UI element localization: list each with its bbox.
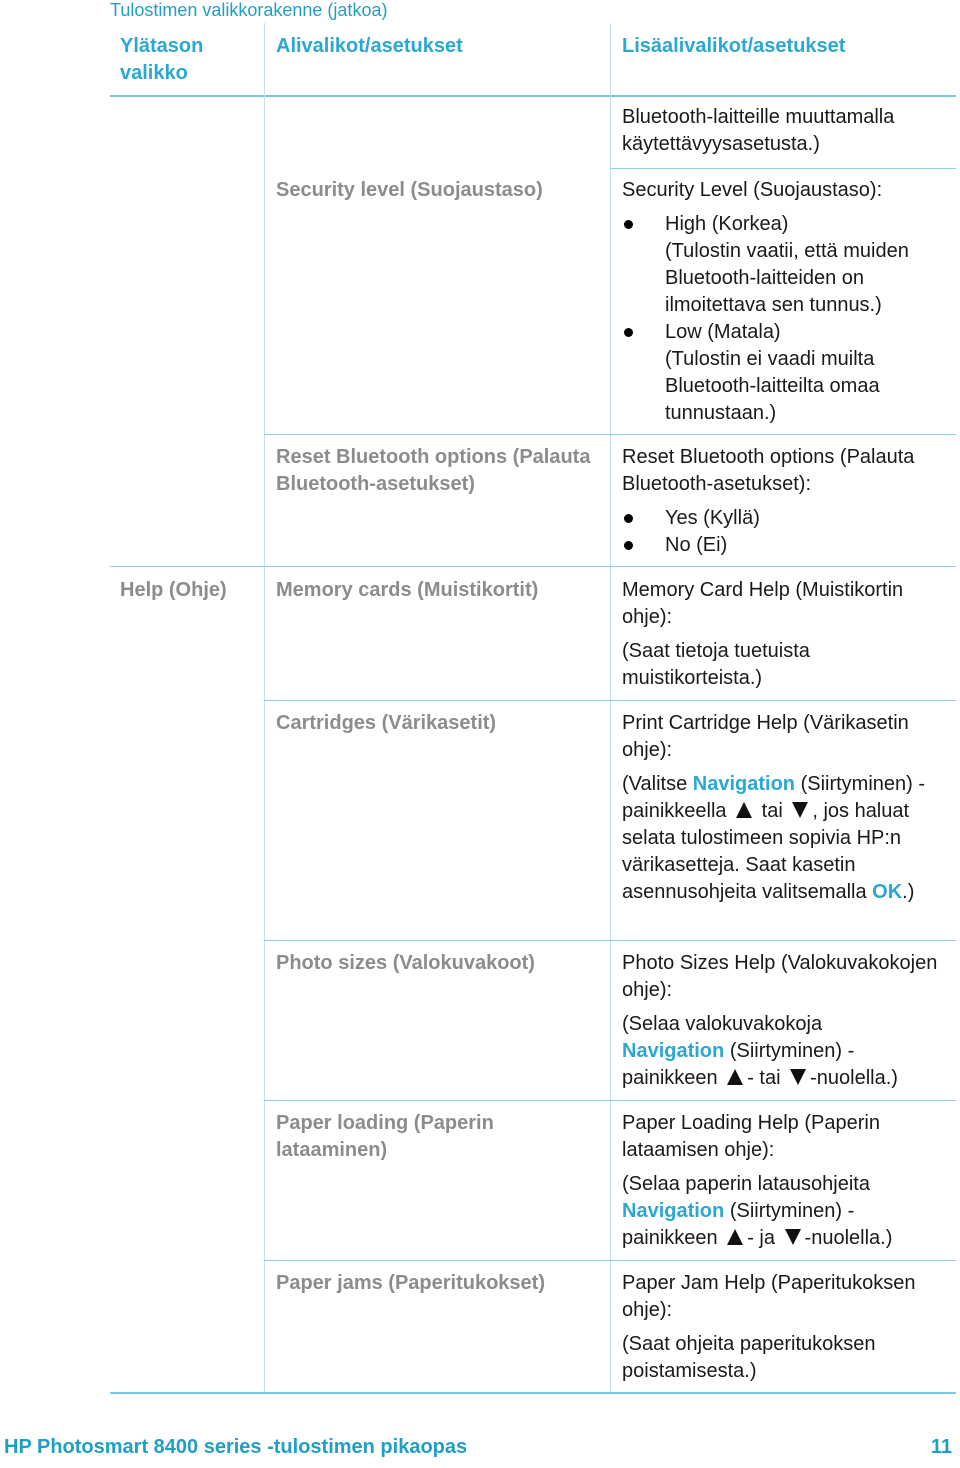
list-item: Yes (Kyllä)	[622, 505, 947, 532]
memory-help	[622, 577, 947, 692]
up-arrow-icon	[734, 800, 754, 820]
submenu-cartridges: Cartridges (Värikasetit)	[276, 712, 497, 734]
header-top-menu: Ylätason valikko	[120, 35, 204, 84]
submenu-memory-cards: Memory cards (Muistikortit)	[276, 579, 539, 601]
up-arrow-icon	[725, 1227, 745, 1247]
row-divider	[264, 940, 956, 941]
paper-loading-desc: (Selaa paperin latausohjeita Navigation (Siirtyminen) -painikkeen - ja -nuolella.)	[622, 1173, 893, 1249]
row-divider	[264, 1260, 956, 1261]
paper-jam-help	[622, 1270, 947, 1385]
down-arrow-icon	[783, 1227, 803, 1247]
footer-title: HP Photosmart 8400 series -tulostimen pikaopas	[4, 1436, 468, 1458]
list-item	[622, 319, 947, 427]
submenu-photo-sizes: Photo sizes (Valokuvakoot)	[276, 952, 535, 974]
low-label: Low (Matala)	[665, 321, 781, 343]
low-desc: (Tulostin ei vaadi muilta Bluetooth-laitteilta omaa tunnustaan.)	[665, 348, 880, 424]
paper-loading-help	[622, 1110, 947, 1252]
cartridge-help	[622, 710, 947, 906]
table-caption: Tulostimen valikkorakenne (jatkoa)	[110, 0, 388, 20]
navigation-button-label: Navigation	[692, 773, 796, 795]
paper-jam-desc: (Saat ohjeita paperitukoksen poistamisesta.)	[622, 1333, 876, 1382]
page-number: 11	[930, 1436, 952, 1458]
reset-options	[622, 444, 947, 559]
memory-title: Memory Card Help (Muistikortin ohje):	[622, 579, 904, 628]
paper-jam-title: Paper Jam Help (Paperitukoksen ohje):	[622, 1272, 916, 1321]
cartridge-desc: (Valitse Navigation (Siirtyminen) -painikkeella tai , jos haluat selata tulostimeen sopivia HP:n värikasetteja. Saat kasetin asennusohjeita valitsemalla OK.)	[622, 773, 926, 903]
column-divider	[264, 23, 265, 1393]
continued-text: Bluetooth-laitteille muuttamalla käytettävyysasetusta.)	[622, 106, 895, 155]
security-title: Security Level (Suojaustaso):	[622, 179, 883, 201]
submenu-paper-loading: Paper loading (Paperin lataaminen)	[276, 1112, 494, 1161]
navigation-button-label: Navigation	[622, 1200, 725, 1222]
reset-list	[622, 505, 947, 559]
paper-loading-title: Paper Loading Help (Paperin lataamisen ohje):	[622, 1112, 880, 1161]
security-list	[622, 211, 947, 427]
navigation-button-label: Navigation	[622, 1040, 725, 1062]
security-options	[622, 177, 947, 427]
submenu-paper-jams: Paper jams (Paperitukokset)	[276, 1272, 545, 1294]
header-additional: Lisäalivalikot/asetukset	[622, 35, 846, 57]
row-divider	[264, 700, 956, 701]
memory-desc: (Saat tietoja tuetuista muistikorteista.)	[622, 640, 810, 689]
column-divider	[610, 23, 611, 1393]
photo-title: Photo Sizes Help (Valokuvakokojen ohje):	[622, 952, 938, 1001]
submenu-reset-bluetooth: Reset Bluetooth options (Palauta Bluetooth-asetukset)	[276, 446, 591, 495]
top-menu-help: Help (Ohje)	[120, 579, 227, 601]
ok-button-label: OK	[872, 881, 903, 903]
row-divider	[264, 1100, 956, 1101]
cartridge-title: Print Cartridge Help (Värikasetin ohje):	[622, 712, 909, 761]
table-header-rule	[110, 95, 956, 97]
down-arrow-icon	[790, 800, 810, 820]
table-bottom-rule	[110, 1392, 956, 1394]
reset-title: Reset Bluetooth options (Palauta Bluetooth-asetukset):	[622, 446, 915, 495]
row-divider	[264, 434, 956, 435]
photo-help	[622, 950, 947, 1092]
row-divider	[110, 566, 956, 567]
high-desc: (Tulostin vaatii, että muiden Bluetooth-laitteiden on ilmoitettava sen tunnus.)	[665, 240, 909, 316]
list-item	[622, 211, 947, 319]
high-label: High (Korkea)	[665, 213, 789, 235]
header-submenu: Alivalikot/asetukset	[276, 35, 463, 57]
row-divider	[610, 168, 956, 169]
submenu-security-level: Security level (Suojaustaso)	[276, 179, 543, 201]
up-arrow-icon	[725, 1067, 745, 1087]
down-arrow-icon	[788, 1067, 808, 1087]
list-item: No (Ei)	[622, 532, 947, 559]
photo-desc: (Selaa valokuvakokoja Navigation (Siirtyminen) -painikkeen - tai -nuolella.)	[622, 1013, 898, 1089]
